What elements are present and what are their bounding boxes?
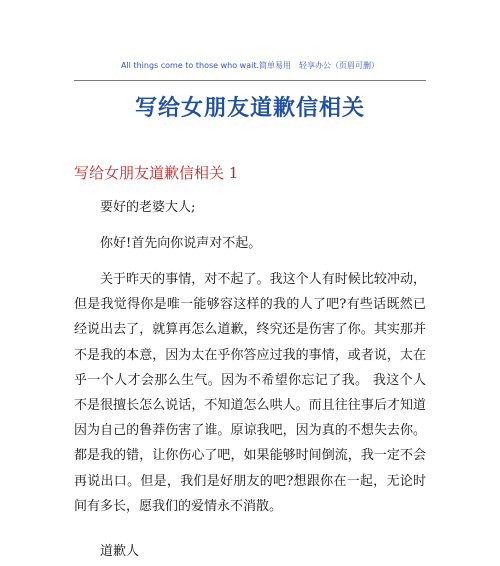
section-heading: 写给女朋友道歉信相关 1: [74, 164, 239, 182]
signoff-paragraph: 道歉人: [100, 544, 140, 559]
apology-paragraph: 你好!首先向你说声对不起。: [100, 236, 262, 251]
greeting-paragraph: 要好的老婆大人;: [100, 200, 196, 215]
body-paragraph: 关于昨天的事情，对不起了。我这个人有时候比较冲动，但是我觉得你是唯一能够容这样的我的人了吧?有些话既然已经说出去了，就算再怎么道歉，终究还是伤害了你。其实那并不是我的本意，因为太在乎你答应过我的事情，或者说，太在乎一个人才会那么生气。因为不希望你忘记了我。 我这个人不是很擅长怎么说话，不知道怎么哄人。而且往往事后才知道因为自己的鲁莽伤害了谁。原谅我吧，因为真的不想失去你。都是我的错，让你伤心了吧，如果能够时间倒流，我一定不会再说出口。但是，我们是好朋友的吧?想跟你在一起，无论时间有多长，愿我们的爱情永不消散。: [74, 272, 426, 514]
document-title: 写给女朋友道歉信相关: [134, 96, 365, 121]
header-divider: [74, 80, 426, 81]
header-note: All things come to those who wait.简单易用 轻享办公（页眉可删）: [120, 61, 379, 70]
